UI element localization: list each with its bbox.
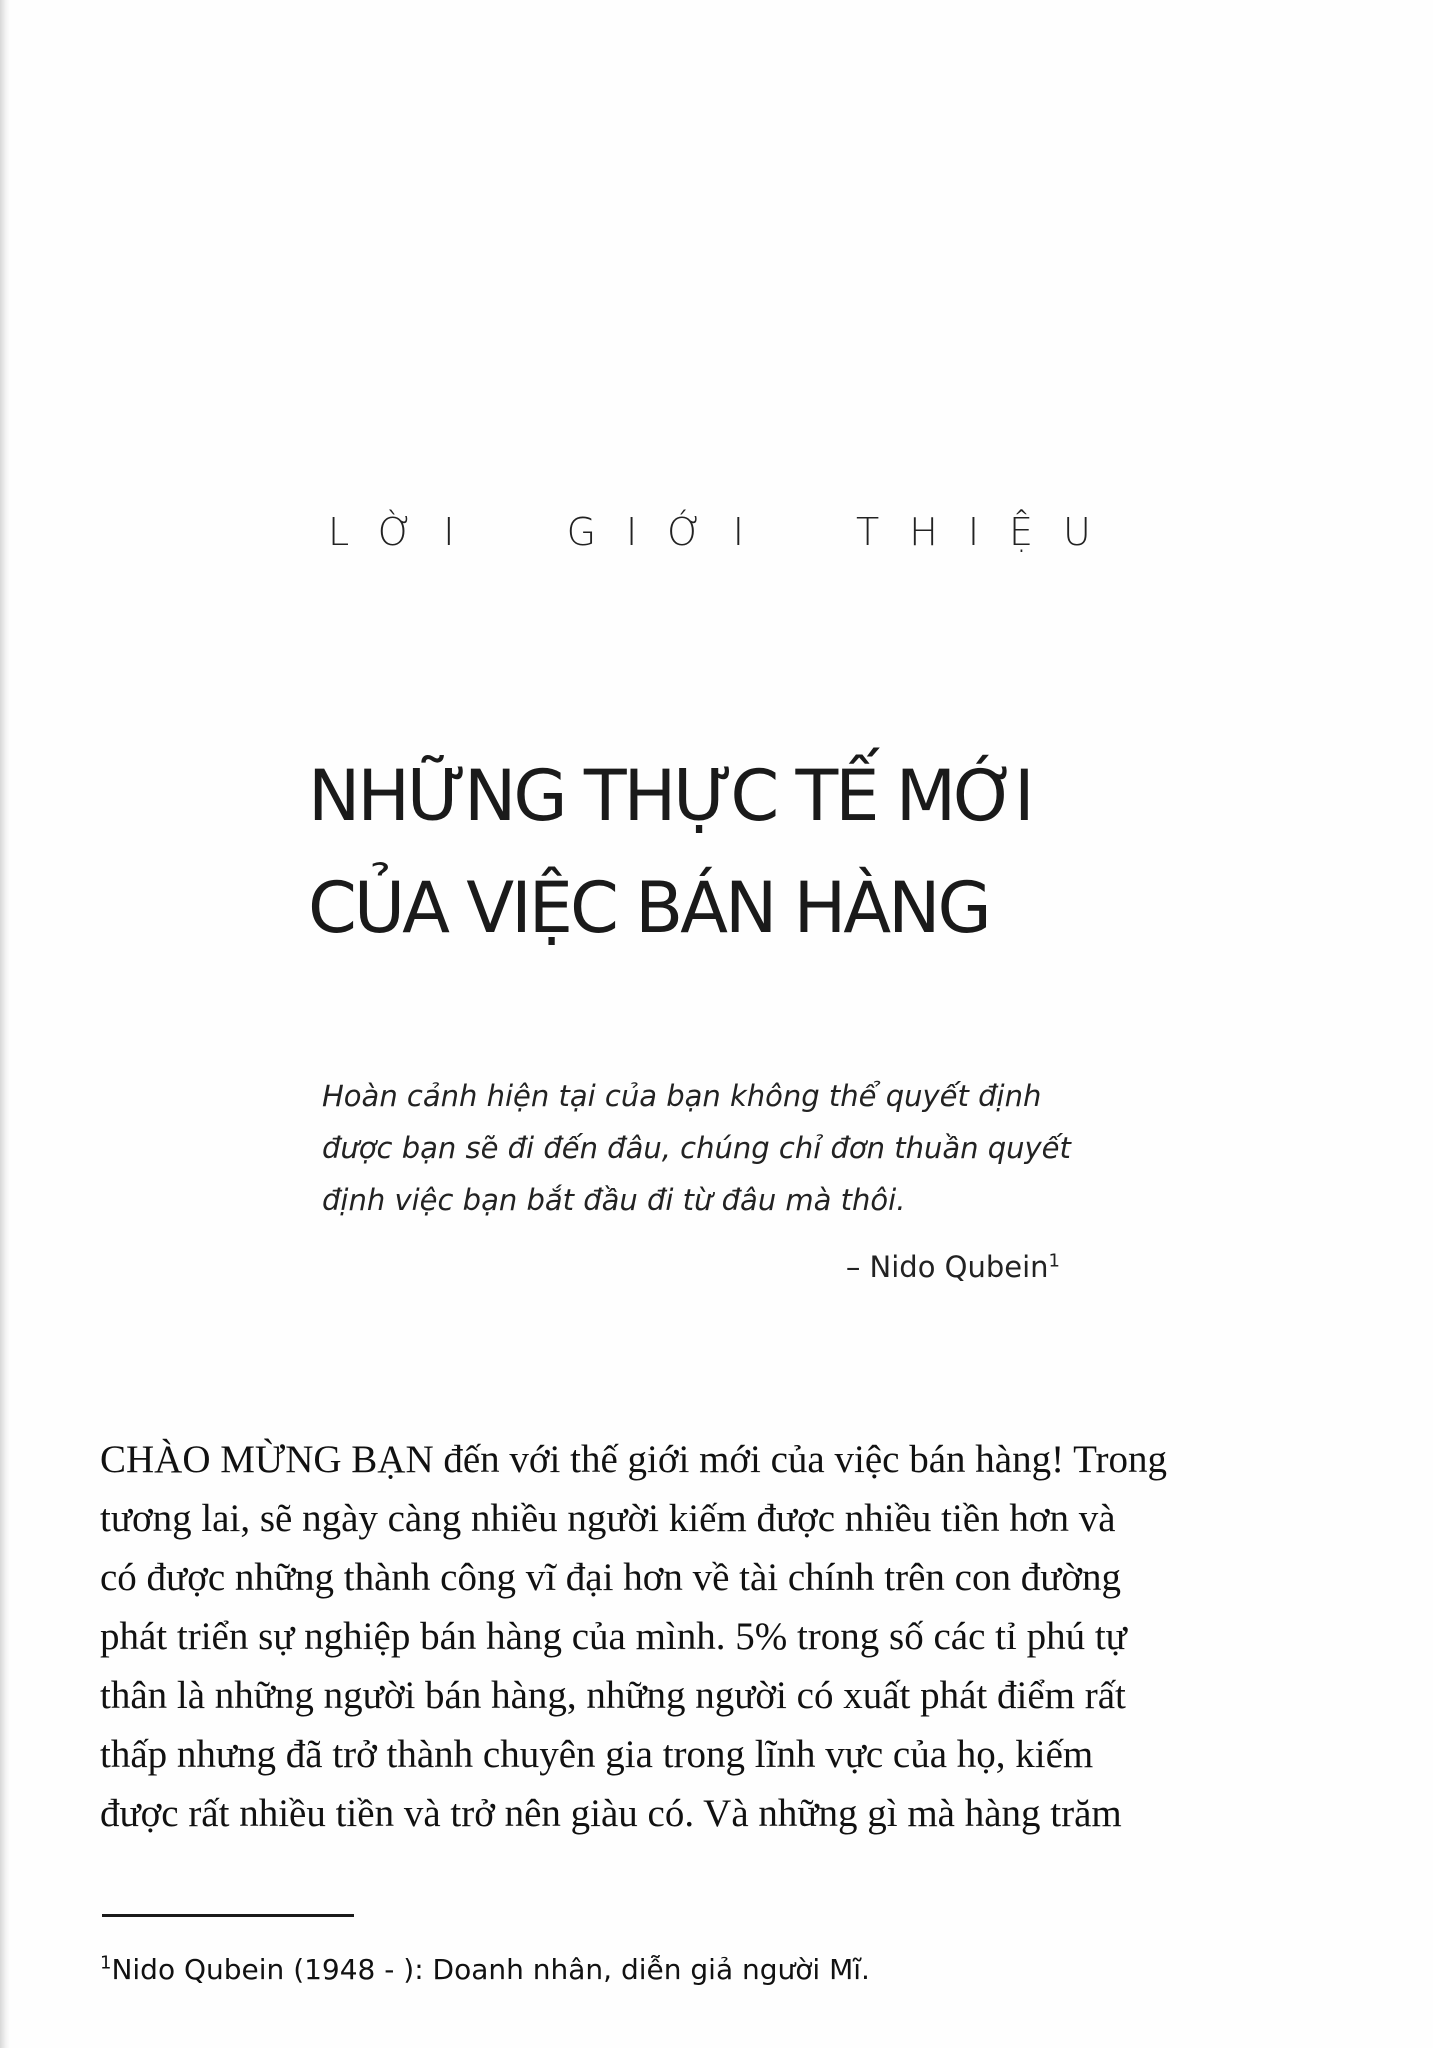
footnote-divider — [102, 1914, 354, 1917]
scan-edge — [0, 0, 10, 2048]
footnote-mark: 1 — [100, 1952, 112, 1974]
footnote — [100, 1953, 1000, 1986]
chapter-title — [308, 740, 1208, 964]
body-line-3: có được những thành công vĩ đại hơn về tài chính trên con đường — [100, 1556, 1121, 1599]
body-line-5: thân là những người bán hàng, những người có xuất phát điểm rất — [100, 1674, 1126, 1717]
body-line-7: được rất nhiều tiền và trở nên giàu có. Và những gì mà hàng trăm — [100, 1792, 1122, 1835]
epigraph-quote — [322, 1070, 1082, 1226]
chapter-title-line-1: NHỮNG THỰC TẾ MỚI — [308, 755, 1032, 837]
body-paragraph — [100, 1430, 1350, 1843]
footnote-text: Nido Qubein (1948 - ): Doanh nhân, diễn giả người Mĩ. — [111, 1953, 870, 1986]
body-line-1: CHÀO MỪNG BẠN đến với thế giới mới của việc bán hàng! Trong — [100, 1438, 1168, 1481]
epigraph-line-1: Hoàn cảnh hiện tại của bạn không thể quyết định — [322, 1079, 1042, 1113]
footnote-reference: 1 — [1048, 1250, 1060, 1272]
epigraph-attribution — [700, 1250, 1060, 1284]
chapter-label: LỜI GIỚI THIỆU — [328, 510, 1121, 554]
body-line-6: thấp nhưng đã trở thành chuyên gia trong lĩnh vực của họ, kiếm — [100, 1733, 1094, 1776]
chapter-title-line-2: CỦA VIỆC BÁN HÀNG — [308, 867, 989, 949]
epigraph-line-2: được bạn sẽ đi đến đâu, chúng chỉ đơn thuần quyết — [322, 1131, 1071, 1165]
body-line-4: phát triển sự nghiệp bán hàng của mình. 5% trong số các tỉ phú tự — [100, 1615, 1127, 1658]
body-line-2: tương lai, sẽ ngày càng nhiều người kiếm được nhiều tiền hơn và — [100, 1497, 1116, 1540]
attribution-text: – Nido Qubein — [845, 1250, 1049, 1284]
epigraph-line-3: định việc bạn bắt đầu đi từ đâu mà thôi. — [322, 1183, 906, 1217]
